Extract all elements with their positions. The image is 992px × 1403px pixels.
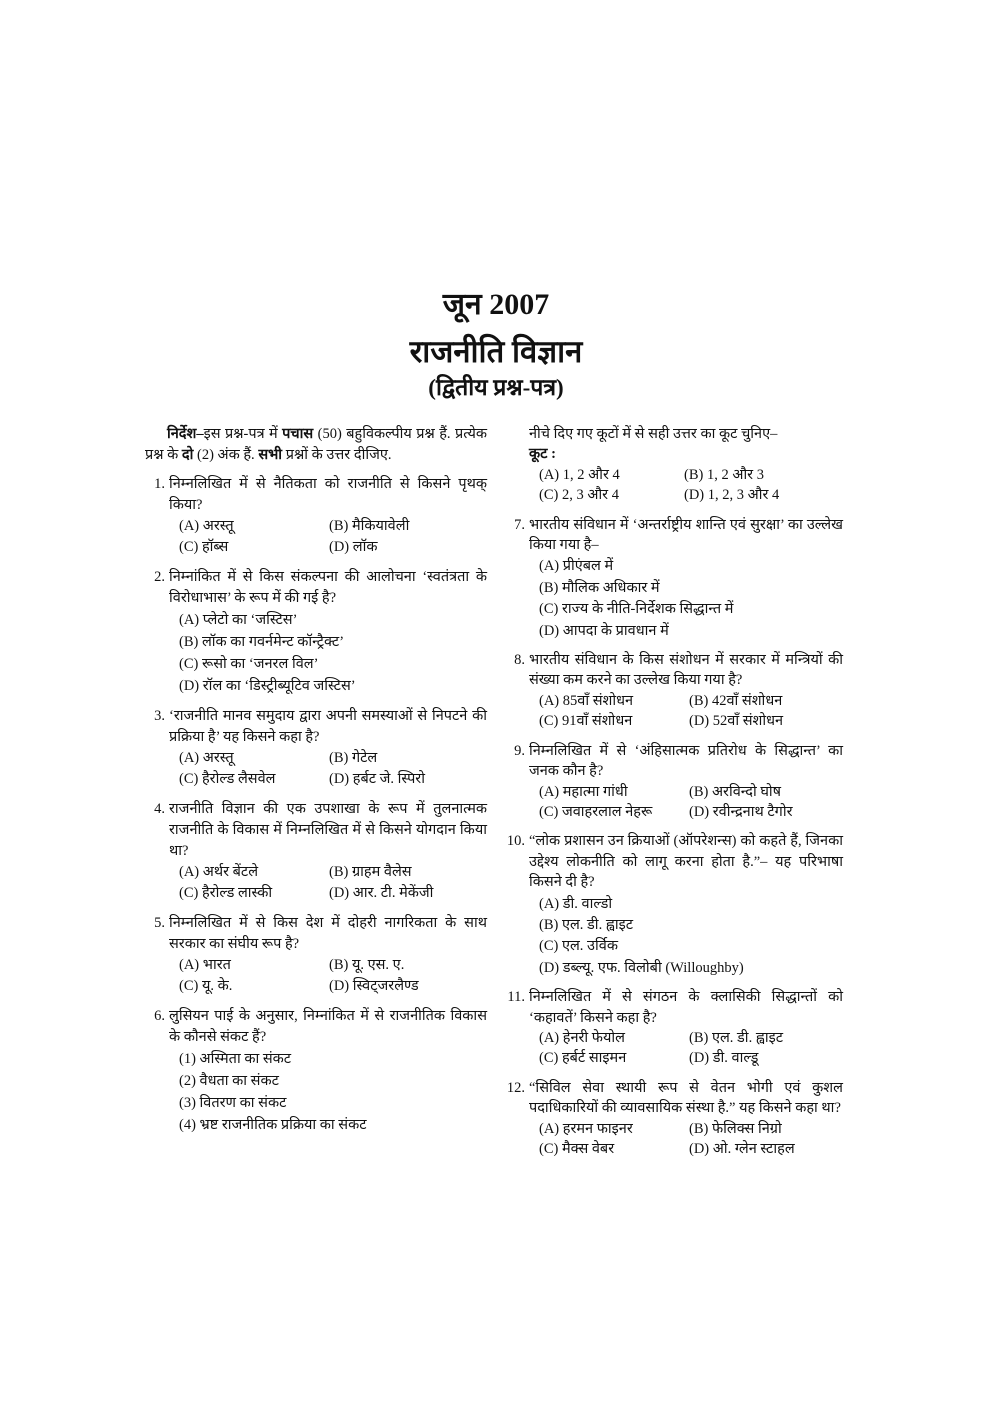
option: (D) 1, 2, 3 और 4 <box>684 487 780 504</box>
options <box>529 894 843 979</box>
options <box>529 1119 843 1160</box>
question-number: 11. <box>507 989 525 1006</box>
options <box>169 862 487 904</box>
options <box>169 610 487 697</box>
question-9 <box>505 741 843 823</box>
instructions-label: निर्देश– <box>167 426 204 442</box>
question-10 <box>505 831 843 978</box>
option: (B) यू. एस. ए. <box>329 957 405 973</box>
question-number: 12. <box>506 1079 525 1096</box>
option: (D) लॉक <box>329 539 378 555</box>
question-text: निम्नलिखित में से किस देश में दोहरी नागरिकता के साथ सरकार का संघीय रूप है? <box>169 915 487 952</box>
question-1 <box>145 474 487 558</box>
option: (1) अस्मिता का संकट <box>179 1051 292 1067</box>
option: (B) फेलिक्स निग्रो <box>689 1120 782 1137</box>
question-text: निम्नलिखित में से संगठन के क्लासिकी सिद्धान्तों को ‘कहावतें’ किसने कहा है? <box>529 989 843 1026</box>
instructions <box>145 424 487 466</box>
instructions-text: प्रश्नों के उत्तर दीजिए. <box>282 447 392 463</box>
option: (B) एल. डी. ह्वाइट <box>539 916 634 933</box>
option: (D) रवीन्द्रनाथ टैगोर <box>689 803 793 820</box>
option: (B) गेटेल <box>329 750 378 766</box>
option: (C) 2, 3 और 4 <box>539 487 619 504</box>
question-number: 5. <box>154 915 165 931</box>
options <box>169 1049 487 1136</box>
option: (A) प्लेटो का ‘जस्टिस’ <box>179 612 298 628</box>
option: (D) ओ. ग्लेन स्टाहल <box>689 1141 795 1157</box>
option: (A) महात्मा गांधी <box>539 783 628 800</box>
option: (4) भ्रष्ट राजनीतिक प्रक्रिया का संकट <box>179 1117 367 1133</box>
option: (A) 1, 2 और 4 <box>539 466 620 483</box>
question-text: राजनीति विज्ञान की एक उपशाखा के रूप में तुलनात्मक राजनीति के विकास में निम्नलिखित में से किसने योगदान किया था? <box>169 801 487 859</box>
option: (A) अरस्तू <box>179 518 234 534</box>
question-text: निम्नांकित में से किस संकल्पना की आलोचना ‘स्वतंत्रता के विरोधाभास’ के रूप में की गई है? <box>169 569 487 606</box>
option: (A) अरस्तू <box>179 750 234 766</box>
option: (C) 91वाँ संशोधन <box>539 713 633 730</box>
question-text: निम्नलिखित में से ‘अंहिसात्मक प्रतिरोध के सिद्धान्त’ का जनक कौन है? <box>529 742 843 780</box>
option: (A) प्रीएंबल में <box>539 558 614 575</box>
options <box>529 556 843 641</box>
options <box>169 516 487 558</box>
options <box>169 748 487 790</box>
option: (C) एल. उर्विक <box>539 938 618 955</box>
instructions-bold: दो <box>181 447 194 463</box>
question-8 <box>505 650 843 732</box>
question-text: “सिविल सेवा स्थायी रूप से वेतन भोगी एवं कुशल पदाधिकारियों की व्यावसायिक संस्था है.” यह किसने कहा था? <box>529 1079 843 1117</box>
question-number: 8. <box>514 652 525 669</box>
option: (A) हेनरी फेयोल <box>539 1029 625 1046</box>
options <box>529 782 843 823</box>
option: (B) 42वाँ संशोधन <box>689 692 783 709</box>
paper-subtitle: (द्वितीय प्रश्न-पत्र) <box>428 375 564 400</box>
question-number: 1. <box>154 476 165 492</box>
question-2 <box>145 567 487 697</box>
question-12 <box>505 1078 843 1160</box>
option: (3) वितरण का संकट <box>179 1095 287 1111</box>
options <box>529 691 843 732</box>
option: (D) 52वाँ संशोधन <box>689 713 784 730</box>
question-text: “लोक प्रशासन उन क्रियाओं (ऑपरेशन्स) को कहते हैं, जिनका उद्देश्य लोकनीति को लागू करना होता है.”– यह परिभाषा किसने दी है? <box>529 833 843 891</box>
option: (B) 1, 2 और 3 <box>684 466 764 483</box>
option: (A) भारत <box>179 957 231 973</box>
option: (B) एल. डी. ह्वाइट <box>689 1029 784 1046</box>
question-text: ‘राजनीति मानव समुदाय द्वारा अपनी समस्याओं से निपटने की प्रक्रिया है’ यह किसने कहा है? <box>169 708 487 745</box>
option: (A) डी. वाल्डो <box>539 895 613 912</box>
question-5 <box>145 913 487 997</box>
question-6 <box>145 1006 487 1136</box>
question-11 <box>505 987 843 1069</box>
q6-code-options <box>505 465 843 506</box>
question-list-left <box>145 474 487 1136</box>
option: (C) हैरोल्ड लैसवेल <box>179 771 276 787</box>
instructions-text: (50) बहुविकल्पीय प्रश्न हैं. प्रत्येक प्रश्न के <box>145 426 487 463</box>
option: (2) वैधता का संकट <box>179 1073 279 1089</box>
question-text: भारतीय संविधान में ‘अन्तर्राष्ट्रीय शान्ति एवं सुरक्षा’ का उल्लेख किया गया है– <box>529 516 843 554</box>
option: (C) जवाहरलाल नेहरू <box>539 803 653 820</box>
subject-title: राजनीति विज्ञान <box>409 334 583 369</box>
question-number: 10. <box>506 833 525 850</box>
option: (D) आर. टी. मेकेंजी <box>329 885 434 901</box>
option: (D) हर्बट जे. स्पिरो <box>329 771 425 787</box>
question-number: 2. <box>154 569 165 585</box>
question-text: निम्नलिखित में से नैतिकता को राजनीति से किसने पृथक् किया? <box>169 476 487 513</box>
option: (B) ग्राहम वैलेस <box>329 864 412 880</box>
option: (C) रूसो का ‘जनरल विल’ <box>179 656 319 672</box>
question-text: लुसियन पाई के अनुसार, निम्नांकित में से राजनीतिक विकास के कौनसे संकट हैं? <box>169 1008 487 1045</box>
instructions-text: इस प्रश्न-पत्र में <box>203 426 283 442</box>
instructions-bold: सभी <box>258 447 283 463</box>
option: (C) हॉब्स <box>179 539 229 555</box>
option: (B) मौलिक अधिकार में <box>539 579 660 596</box>
options <box>169 955 487 997</box>
exam-date-title: जून 2007 <box>442 288 550 321</box>
option: (C) मैक्स वेबर <box>539 1141 615 1157</box>
instructions-text: (2) अंक हैं. <box>193 447 259 463</box>
question-list-right <box>505 515 843 1160</box>
option: (B) अरविन्दो घोष <box>689 783 782 800</box>
option: (B) मैकियावेली <box>329 518 410 534</box>
option: (D) स्विट्जरलैण्ड <box>329 978 419 994</box>
option: (A) 85वाँ संशोधन <box>539 692 634 709</box>
question-number: 4. <box>154 801 165 817</box>
question-4 <box>145 799 487 904</box>
option: (C) हर्बर्ट साइमन <box>539 1050 627 1067</box>
option: (C) राज्य के नीति-निर्देशक सिद्धान्त में <box>539 601 734 618</box>
option: (D) आपदा के प्रावधान में <box>539 622 669 639</box>
option: (C) हैरोल्ड लास्की <box>179 885 273 901</box>
option: (D) रॉल का ‘डिस्ट्रीब्यूटिव जस्टिस’ <box>179 678 356 694</box>
question-3 <box>145 706 487 790</box>
question-number: 9. <box>514 742 525 759</box>
option: (A) अर्थर बेंटले <box>179 864 259 880</box>
question-text: भारतीय संविधान के किस संशोधन में सरकार में मन्त्रियों की संख्या कम करने का उल्लेख किया गया है? <box>529 652 843 689</box>
option: (C) यू. के. <box>179 978 233 994</box>
options <box>529 1028 843 1069</box>
option: (B) लॉक का गवर्नमेन्ट कॉन्ट्रैक्ट’ <box>179 634 345 650</box>
question-7 <box>505 515 843 641</box>
option: (A) हरमन फाइनर <box>539 1120 633 1137</box>
option: (D) डी. वाल्डू <box>689 1050 759 1067</box>
question-number: 7. <box>514 516 525 533</box>
left-column <box>145 424 487 1145</box>
q6-continuation: नीचे दिए गए कूटों में से सही उत्तर का कूट चुनिए– <box>529 426 778 442</box>
question-number: 6. <box>154 1008 165 1024</box>
instructions-bold: पचास <box>282 426 314 442</box>
code-label: कूट : <box>529 446 556 463</box>
option: (D) डब्ल्यू. एफ. विलोबी (Willoughby) <box>539 959 744 976</box>
right-column <box>505 424 843 1168</box>
question-number: 3. <box>154 708 165 724</box>
